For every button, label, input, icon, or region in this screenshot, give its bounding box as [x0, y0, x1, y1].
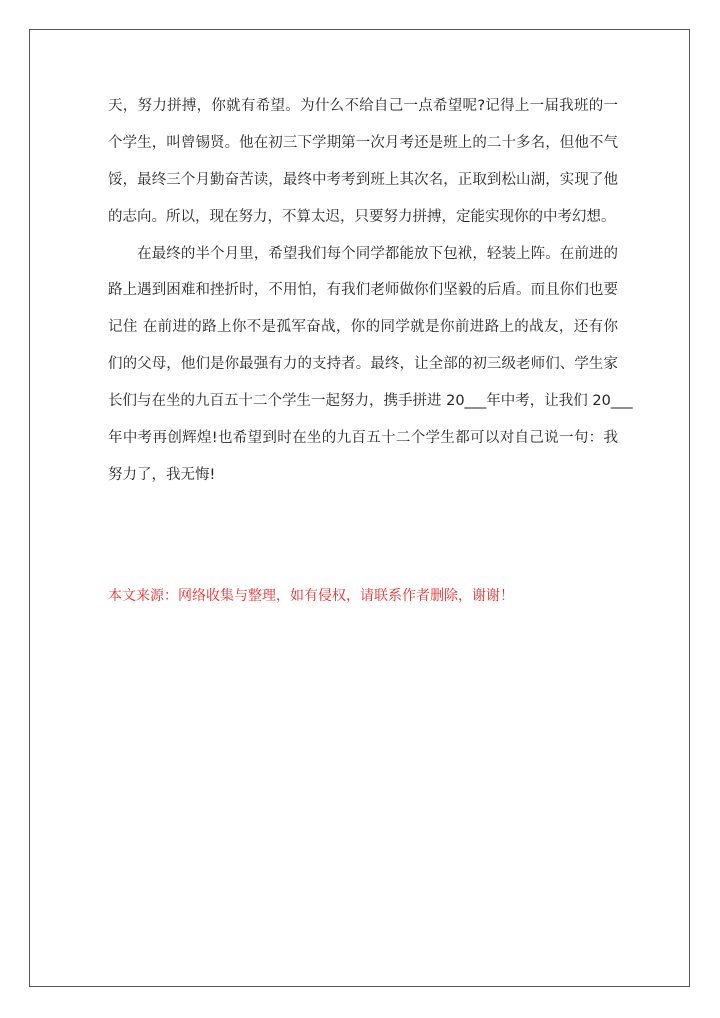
document-body — [108, 88, 633, 494]
text-line-5: 在最终的半个月里，希望我们每个同学都能放下包袱，轻装上阵。在前进的 — [108, 245, 618, 262]
text-line-6: 路上遇到困难和挫折时，不用怕，有我们老师做你们坚毅的后盾。而且你们也要 — [108, 282, 618, 299]
text-line-3: 馁，最终三个月勤奋苦读，最终中考考到班上其次名，正取到松山湖，实现了他 — [108, 171, 618, 188]
text-line-2: 个学生，叫曾锡贤。他在初三下学期第一次月考还是班上的二十多名，但他不气 — [108, 134, 618, 151]
text-line-8: 们的父母，他们是你最强有力的支持者。最终，让全部的初三级老师们、学生家 — [108, 356, 618, 373]
text-line-4: 的志向。所以，现在努力，不算太迟，只要努力拼搏，定能实现你的中考幻想。 — [108, 208, 616, 225]
text-line-10: 年中考再创辉煌!也希望到时在坐的九百五十二个学生都可以对自己说一句：我 — [108, 430, 618, 447]
text-line-9: 长们与在坐的九百五十二个学生一起努力，携手拼进 20___年中考，让我们 20___ — [108, 393, 633, 410]
text-line-1: 天，努力拼搏，你就有希望。为什么不给自己一点希望呢?记得上一届我班的一 — [108, 98, 618, 114]
source-disclaimer: 本文来源：网络收集与整理，如有侵权，请联系作者删除，谢谢！ — [108, 588, 514, 604]
text-line-7: 记住 在前进的路上你不是孤军奋战，你的同学就是你前进路上的战友，还有你 — [108, 319, 618, 336]
text-line-11: 努力了，我无悔! — [108, 466, 216, 483]
